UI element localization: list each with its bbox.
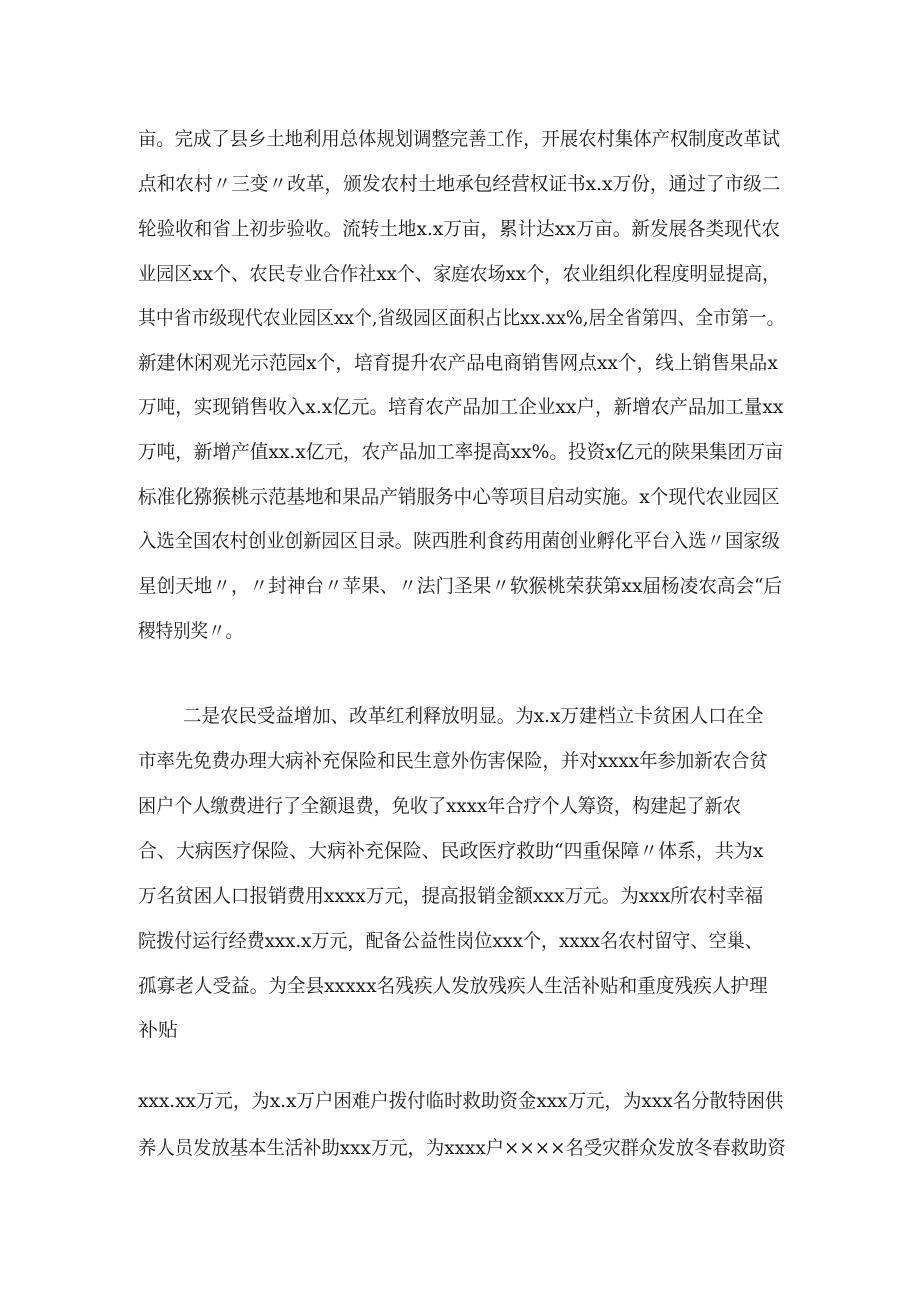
text-line: 困户个人缴费进行了全额退费，免收了xxxx年合疗个人筹资，构建起了新农	[138, 795, 741, 817]
text-line: 稷特别奖〃。	[138, 620, 244, 642]
text-line: 业园区xx个、农民专业合作社xx个、家庭农场xx个，农业组织化程度明显提高，	[138, 263, 781, 285]
text-line: 点和农村〃三变〃改革，颁发农村土地承包经营权证书x.x万份，通过了市级二	[138, 173, 781, 195]
text-line: 补贴	[138, 1019, 179, 1041]
text-line: 万名贫困人口报销费用xxxx万元，提高报销金额xxx万元。为xxx所农村幸福	[138, 885, 764, 907]
text-line: 亩。完成了县乡土地利用总体规划调整完善工作，开展农村集体产权制度改革试	[138, 128, 781, 150]
text-line: 其中省市级现代农业园区xx个,省级园区面积占比xx.xx%,居全省第四、全市第一。	[138, 307, 785, 329]
text-line: 标准化猕猴桃示范基地和果品产销服务中心等项目启动实施。x个现代农业园区	[138, 486, 780, 508]
text-line: 新建休闲观光示范园x个，培育提升农产品电商销售网点xx个，线上销售果品x	[138, 352, 778, 374]
text-line: 市率先免费办理大病补充保险和民生意外伤害保险，并对xxxx年参加新农合贫	[138, 750, 768, 772]
text-line: 万吨，新增产值xx.x亿元，农产品加工率提高xx%。投资x亿元的陕果集团万亩	[138, 441, 784, 463]
text-line: 入选全国农村创业创新园区目录。陕西胜利食药用菌创业孵化平台入选〃国家级	[138, 530, 781, 552]
text-line: 合、大病医疗保险、大病补充保险、民政医疗救助“四重保障〃体系，共为x	[138, 840, 764, 862]
text-line: 轮验收和省上初步验收。流转土地x.x万亩，累计达xx万亩。新发展各类现代农	[138, 218, 780, 240]
text-line: 万吨，实现销售收入x.x亿元。培育农产品加工企业xx户，新增农产品加工量xx	[138, 396, 784, 418]
text-line: 二是农民受益增加、改革红利释放明显。为x.x万建档立卡贫困人口在全	[183, 705, 764, 727]
text-line: xxx.xx万元，为x.x万户困难户拨付临时救助资金xxx万元，为xxx名分散特困供	[138, 1090, 784, 1112]
text-line: 星创天地〃，〃封神台〃苹果、〃法门圣果〃软猴桃荣获第xx届杨凌农高会“后	[138, 575, 783, 597]
text-line: 孤寡老人受益。为全县xxxxx名残疾人发放残疾人生活补贴和重度残疾人护理	[138, 975, 768, 997]
text-line: 院拨付运行经费xxx.x万元，配备公益性岗位xxx个，xxxx名农村留守、空巢、	[138, 930, 763, 952]
text-line: 养人员发放基本生活补助xxx万元，为xxxx户××××名受灾群众发放冬春救助资	[138, 1137, 786, 1159]
